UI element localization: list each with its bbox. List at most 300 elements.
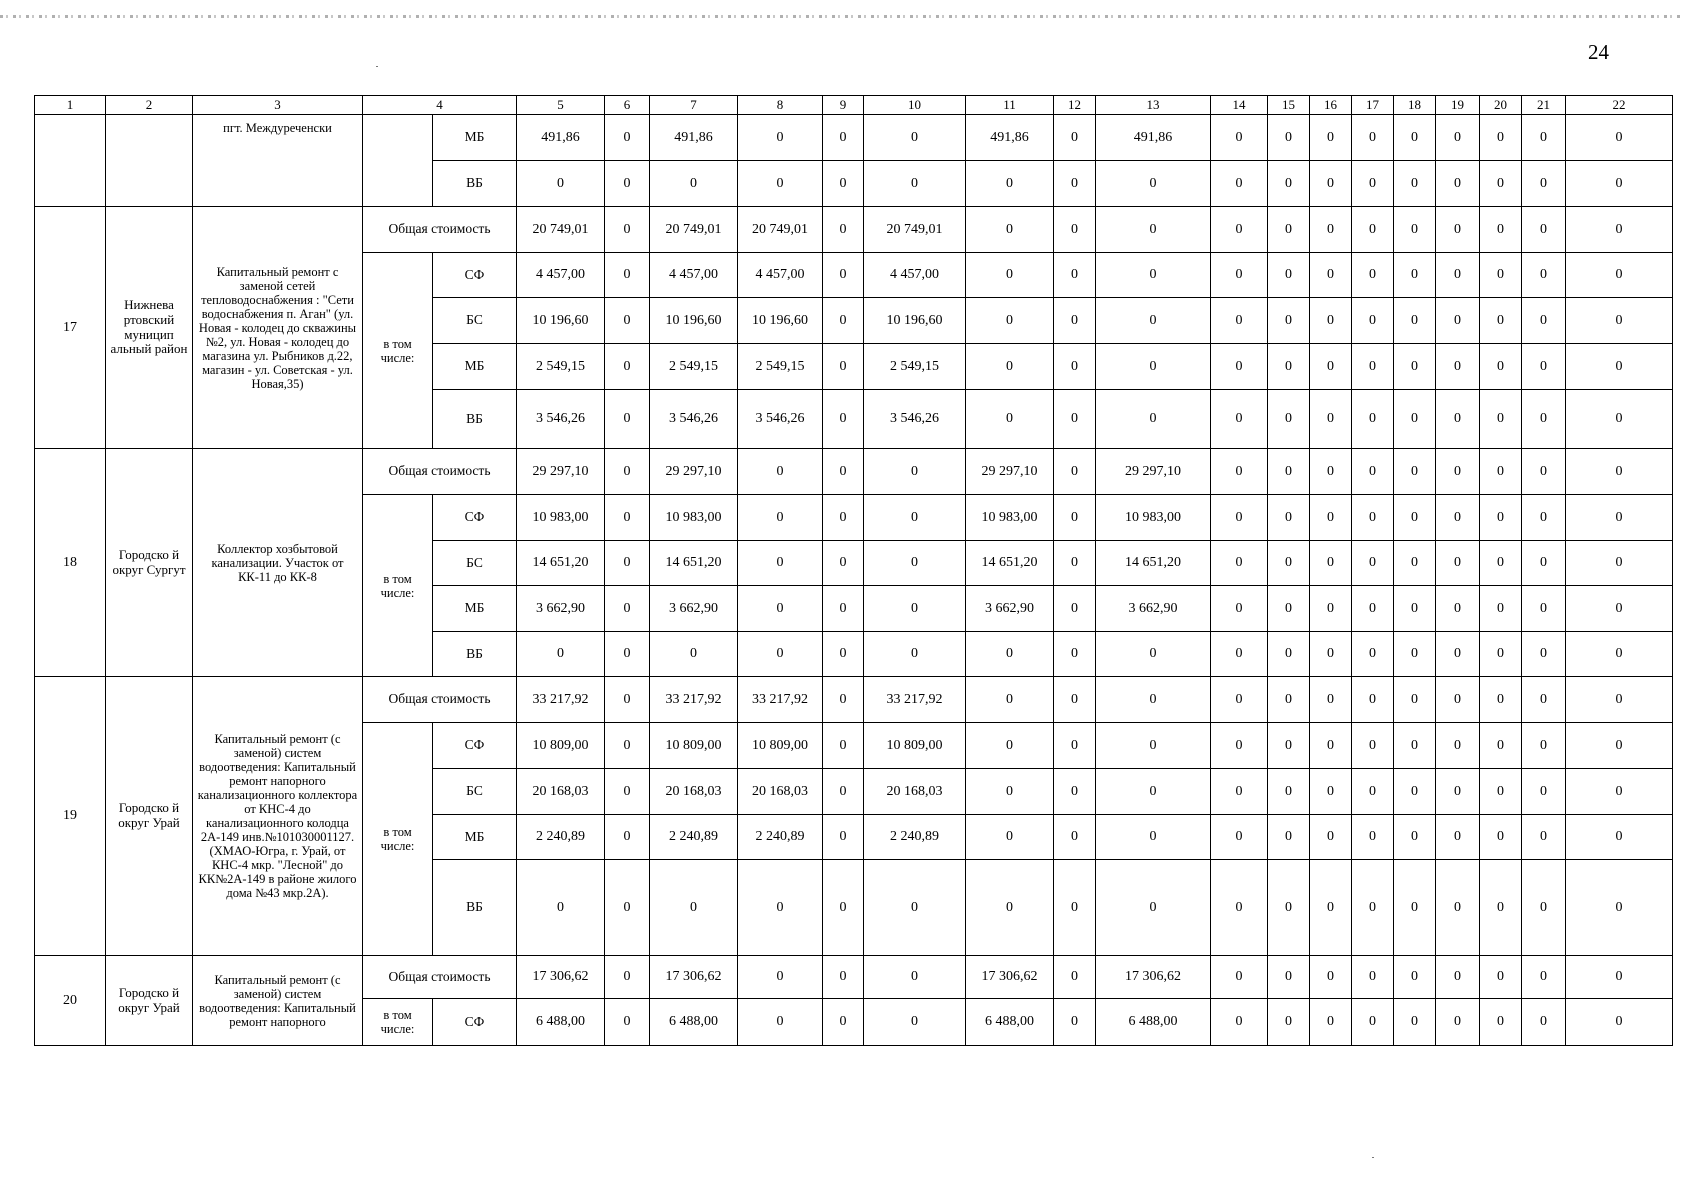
value-cell: 0 [1352,207,1394,253]
value-cell: 0 [1054,495,1096,541]
value-cell: 0 [738,115,823,161]
fund-code: СФ [433,999,517,1046]
value-cell: 2 549,15 [517,344,605,390]
value-cell: 0 [1096,815,1211,860]
value-cell: 0 [1436,449,1480,495]
value-cell: 0 [738,586,823,632]
value-cell: 0 [1394,495,1436,541]
value-cell: 0 [605,390,650,449]
value-cell: 0 [1480,586,1522,632]
value-cell: 0 [1394,449,1436,495]
value-cell: 0 [1436,677,1480,723]
value-cell: 0 [1352,115,1394,161]
value-cell: 0 [1211,999,1268,1046]
column-header: 4 [363,96,517,115]
fund-code: МБ [433,115,517,161]
value-cell: 0 [1211,677,1268,723]
value-cell: 0 [1310,344,1352,390]
value-cell: 0 [1480,999,1522,1046]
value-cell: 0 [823,161,864,207]
value-cell: 0 [1096,769,1211,815]
value-cell: 0 [1566,541,1673,586]
value-cell: 0 [1096,860,1211,956]
object-description: Капитальный ремонт с заменой сетей тепловодоснабжения : "Сети водоснабжения п. Аган" (ул. Новая - колодец до скважины №2, ул. Новая - колодец до магазина ул. Рыбников д.22, магазин - ул. Советская - ул. Новая,35) [193,207,363,449]
value-cell: 10 196,60 [517,298,605,344]
value-cell: 0 [1480,723,1522,769]
value-cell: 0 [1054,115,1096,161]
fund-code: БС [433,541,517,586]
value-cell: 0 [738,956,823,999]
value-cell: 0 [605,632,650,677]
fund-code: ВБ [433,632,517,677]
value-cell: 20 749,01 [650,207,738,253]
fund-code: МБ [433,344,517,390]
value-cell: 0 [1310,253,1352,298]
value-cell: 0 [1436,115,1480,161]
value-cell: 0 [1268,344,1310,390]
value-cell: 20 168,03 [864,769,966,815]
value-cell: 0 [738,449,823,495]
in-total-label [363,115,433,207]
value-cell: 0 [1522,632,1566,677]
scan-artifact-line [0,15,1682,18]
value-cell: 0 [864,956,966,999]
value-cell: 17 306,62 [1096,956,1211,999]
value-cell: 0 [966,390,1054,449]
value-cell: 0 [1352,390,1394,449]
value-cell: 491,86 [650,115,738,161]
column-header: 2 [106,96,193,115]
value-cell: 0 [1211,344,1268,390]
value-cell: 0 [1480,632,1522,677]
value-cell: 0 [605,723,650,769]
value-cell: 0 [1480,161,1522,207]
value-cell: 0 [1054,723,1096,769]
fund-code: ВБ [433,161,517,207]
value-cell: 0 [605,769,650,815]
column-header: 13 [1096,96,1211,115]
value-cell: 0 [823,632,864,677]
value-cell: 6 488,00 [966,999,1054,1046]
value-cell: 4 457,00 [650,253,738,298]
value-cell: 0 [1522,390,1566,449]
value-cell: 0 [1268,115,1310,161]
value-cell: 3 662,90 [517,586,605,632]
value-cell: 491,86 [966,115,1054,161]
value-cell: 33 217,92 [650,677,738,723]
value-cell: 0 [823,769,864,815]
fund-code: МБ [433,586,517,632]
value-cell: 0 [1268,541,1310,586]
value-cell: 0 [1268,769,1310,815]
value-cell: 0 [864,999,966,1046]
fund-code: БС [433,298,517,344]
value-cell: 0 [738,999,823,1046]
value-cell: 0 [1268,999,1310,1046]
scan-speck [1372,1157,1374,1158]
value-cell: 0 [1522,723,1566,769]
value-cell: 0 [738,632,823,677]
municipality-cell: Нижнева ртовский муницип альный район [106,207,193,449]
value-cell: 0 [1394,586,1436,632]
value-cell: 0 [1268,815,1310,860]
value-cell: 0 [605,541,650,586]
value-cell: 0 [1566,723,1673,769]
value-cell: 33 217,92 [864,677,966,723]
column-header: 11 [966,96,1054,115]
value-cell: 0 [1268,253,1310,298]
value-cell: 0 [1436,298,1480,344]
value-cell: 0 [1096,632,1211,677]
fund-code: МБ [433,815,517,860]
value-cell: 17 306,62 [650,956,738,999]
value-cell: 0 [738,161,823,207]
value-cell: 20 749,01 [738,207,823,253]
value-cell: 0 [1096,298,1211,344]
row-number-cell: 18 [35,449,106,677]
value-cell: 0 [823,344,864,390]
value-cell: 2 549,15 [738,344,823,390]
value-cell: 0 [1566,161,1673,207]
value-cell: 20 749,01 [517,207,605,253]
value-cell: 6 488,00 [517,999,605,1046]
value-cell: 0 [823,860,864,956]
value-cell: 0 [1522,999,1566,1046]
value-cell: 10 983,00 [1096,495,1211,541]
value-cell: 0 [605,677,650,723]
value-cell: 4 457,00 [864,253,966,298]
value-cell: 0 [1394,860,1436,956]
value-cell: 0 [1310,769,1352,815]
value-cell: 33 217,92 [738,677,823,723]
value-cell: 0 [605,586,650,632]
value-cell: 0 [1054,860,1096,956]
value-cell: 0 [650,632,738,677]
column-header: 16 [1310,96,1352,115]
value-cell: 0 [1436,860,1480,956]
value-cell: 0 [1054,815,1096,860]
value-cell: 0 [1310,677,1352,723]
value-cell: 0 [1211,956,1268,999]
value-cell: 0 [1480,390,1522,449]
value-cell: 0 [1480,298,1522,344]
value-cell: 0 [864,586,966,632]
value-cell: 0 [966,632,1054,677]
value-cell: 14 651,20 [966,541,1054,586]
value-cell: 0 [1394,956,1436,999]
value-cell: 0 [1352,253,1394,298]
value-cell: 0 [1436,161,1480,207]
total-cost-label: Общая стоимость [363,449,517,495]
value-cell: 0 [966,769,1054,815]
value-cell: 0 [1310,815,1352,860]
value-cell: 0 [1566,390,1673,449]
value-cell: 0 [1211,390,1268,449]
value-cell: 0 [1310,723,1352,769]
value-cell: 491,86 [517,115,605,161]
value-cell: 0 [864,632,966,677]
value-cell: 0 [1352,298,1394,344]
value-cell: 0 [1436,723,1480,769]
value-cell: 0 [1054,449,1096,495]
column-header: 1 [35,96,106,115]
value-cell: 10 809,00 [517,723,605,769]
value-cell: 0 [966,723,1054,769]
value-cell: 0 [1352,161,1394,207]
in-total-label: в том числе: [363,495,433,677]
scan-speck [376,66,378,67]
table-row-total [35,677,1673,723]
value-cell: 2 240,89 [650,815,738,860]
value-cell: 0 [864,161,966,207]
column-header: 8 [738,96,823,115]
value-cell: 0 [1522,860,1566,956]
value-cell: 0 [1352,449,1394,495]
value-cell: 0 [1096,723,1211,769]
value-cell: 0 [1211,495,1268,541]
value-cell: 0 [823,449,864,495]
fund-code: СФ [433,253,517,298]
value-cell: 0 [1054,956,1096,999]
value-cell: 0 [1394,207,1436,253]
value-cell: 14 651,20 [650,541,738,586]
value-cell: 0 [1310,956,1352,999]
value-cell: 0 [1352,632,1394,677]
value-cell: 10 809,00 [738,723,823,769]
column-header: 22 [1566,96,1673,115]
row-number-cell: 17 [35,207,106,449]
value-cell: 0 [1480,815,1522,860]
value-cell: 0 [1268,956,1310,999]
table-row-total [35,449,1673,495]
value-cell: 0 [1268,723,1310,769]
value-cell: 4 457,00 [738,253,823,298]
value-cell: 0 [1436,344,1480,390]
column-header: 5 [517,96,605,115]
value-cell: 0 [1054,999,1096,1046]
value-cell: 10 983,00 [966,495,1054,541]
row-number-cell: 19 [35,677,106,956]
value-cell: 0 [1352,956,1394,999]
row-number-cell: 20 [35,956,106,1046]
fund-code: БС [433,769,517,815]
value-cell: 2 549,15 [650,344,738,390]
value-cell: 0 [966,207,1054,253]
value-cell: 3 546,26 [517,390,605,449]
value-cell: 10 196,60 [738,298,823,344]
value-cell: 0 [1310,298,1352,344]
value-cell: 0 [1566,344,1673,390]
value-cell: 17 306,62 [966,956,1054,999]
value-cell: 29 297,10 [1096,449,1211,495]
value-cell: 0 [605,815,650,860]
value-cell: 0 [1566,815,1673,860]
value-cell: 0 [1566,207,1673,253]
value-cell: 2 240,89 [864,815,966,860]
value-cell: 0 [1566,769,1673,815]
value-cell: 0 [1480,956,1522,999]
value-cell: 0 [823,677,864,723]
column-header: 6 [605,96,650,115]
value-cell: 0 [966,161,1054,207]
value-cell: 0 [1394,115,1436,161]
value-cell: 29 297,10 [517,449,605,495]
value-cell: 0 [1522,495,1566,541]
column-header: 12 [1054,96,1096,115]
value-cell: 0 [1096,161,1211,207]
value-cell: 0 [823,115,864,161]
value-cell: 0 [605,344,650,390]
value-cell: 0 [1054,677,1096,723]
value-cell: 0 [966,344,1054,390]
value-cell: 0 [864,495,966,541]
value-cell: 0 [1480,495,1522,541]
fund-code: СФ [433,495,517,541]
column-header: 17 [1352,96,1394,115]
value-cell: 0 [1211,815,1268,860]
object-description: Коллектор хозбытовой канализации. Участок от КК-11 до КК-8 [193,449,363,677]
value-cell: 2 240,89 [738,815,823,860]
value-cell: 0 [1054,298,1096,344]
value-cell: 0 [1522,161,1566,207]
value-cell: 0 [1394,999,1436,1046]
value-cell: 0 [1436,769,1480,815]
value-cell: 0 [1352,815,1394,860]
column-header: 18 [1394,96,1436,115]
value-cell: 0 [1480,677,1522,723]
value-cell: 0 [864,449,966,495]
value-cell: 0 [1352,541,1394,586]
column-header: 20 [1480,96,1522,115]
value-cell: 0 [1310,541,1352,586]
value-cell: 0 [823,586,864,632]
value-cell: 0 [605,161,650,207]
value-cell: 0 [823,390,864,449]
value-cell: 0 [1522,344,1566,390]
value-cell: 0 [1566,449,1673,495]
value-cell: 10 809,00 [864,723,966,769]
value-cell: 0 [1436,495,1480,541]
value-cell: 0 [1310,495,1352,541]
value-cell: 0 [1211,115,1268,161]
value-cell: 0 [1054,769,1096,815]
value-cell: 0 [1566,586,1673,632]
value-cell: 10 983,00 [517,495,605,541]
column-header: 21 [1522,96,1566,115]
value-cell: 0 [1436,586,1480,632]
value-cell: 0 [1268,390,1310,449]
value-cell: 0 [1268,632,1310,677]
value-cell: 0 [1310,586,1352,632]
value-cell: 0 [1436,541,1480,586]
value-cell: 0 [605,253,650,298]
value-cell: 0 [605,298,650,344]
value-cell: 0 [1352,860,1394,956]
in-total-label: в том числе: [363,253,433,449]
value-cell: 0 [1480,207,1522,253]
value-cell: 0 [1480,769,1522,815]
value-cell: 0 [1436,390,1480,449]
value-cell: 0 [1352,723,1394,769]
value-cell: 0 [823,541,864,586]
municipality-cell [106,115,193,207]
header-row [35,96,1673,115]
value-cell: 14 651,20 [517,541,605,586]
value-cell: 0 [966,298,1054,344]
value-cell: 0 [1480,449,1522,495]
value-cell: 0 [1522,449,1566,495]
column-header: 3 [193,96,363,115]
value-cell: 0 [1566,999,1673,1046]
value-cell: 33 217,92 [517,677,605,723]
value-cell: 491,86 [1096,115,1211,161]
value-cell: 0 [1522,115,1566,161]
value-cell: 0 [1566,632,1673,677]
table-row [35,115,1673,161]
page-number: 24 [1588,40,1609,64]
value-cell: 0 [1566,860,1673,956]
value-cell: 0 [823,815,864,860]
value-cell: 0 [823,999,864,1046]
value-cell: 0 [1394,677,1436,723]
value-cell: 0 [1310,207,1352,253]
value-cell: 0 [1394,253,1436,298]
value-cell: 3 546,26 [864,390,966,449]
value-cell: 0 [1211,161,1268,207]
value-cell: 0 [1522,769,1566,815]
value-cell: 0 [1394,723,1436,769]
value-cell: 0 [1054,253,1096,298]
value-cell: 0 [1211,253,1268,298]
value-cell: 0 [1268,449,1310,495]
municipality-cell: Городско й округ Сургут [106,449,193,677]
value-cell: 2 240,89 [517,815,605,860]
value-cell: 0 [966,677,1054,723]
value-cell: 0 [1394,632,1436,677]
fund-code: СФ [433,723,517,769]
column-header: 10 [864,96,966,115]
value-cell: 10 809,00 [650,723,738,769]
value-cell: 0 [1054,344,1096,390]
value-cell: 0 [1096,207,1211,253]
value-cell: 0 [823,253,864,298]
value-cell: 0 [1436,253,1480,298]
value-cell: 0 [1480,344,1522,390]
value-cell: 0 [1054,161,1096,207]
value-cell: 6 488,00 [1096,999,1211,1046]
value-cell: 0 [864,860,966,956]
object-description: Капитальный ремонт (с заменой) систем водоотведения: Капитальный ремонт напорного [193,956,363,1046]
value-cell: 0 [1352,769,1394,815]
value-cell: 0 [1522,956,1566,999]
value-cell: 0 [1436,999,1480,1046]
value-cell: 0 [1522,207,1566,253]
total-cost-label: Общая стоимость [363,956,517,999]
value-cell: 0 [517,161,605,207]
value-cell: 0 [1211,207,1268,253]
value-cell: 0 [1211,541,1268,586]
fund-code: ВБ [433,860,517,956]
value-cell: 0 [1054,541,1096,586]
value-cell: 0 [1096,253,1211,298]
value-cell: 0 [1352,999,1394,1046]
value-cell: 0 [605,115,650,161]
value-cell: 0 [1480,860,1522,956]
value-cell: 0 [605,999,650,1046]
value-cell: 0 [1436,956,1480,999]
value-cell: 10 196,60 [864,298,966,344]
table-row-total [35,207,1673,253]
